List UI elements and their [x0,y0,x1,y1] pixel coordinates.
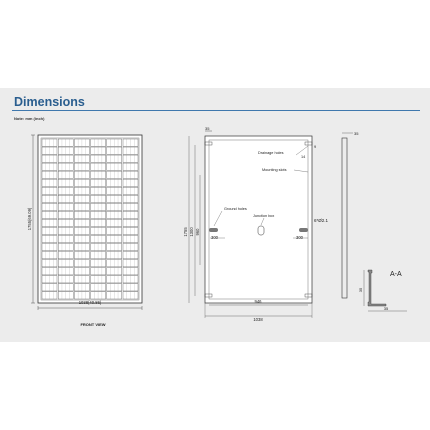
back-view [183,126,329,322]
section-width-label: 35 [383,306,389,311]
left-300-label: 300 [211,235,218,240]
dim-1038-label: 1038 [253,317,263,322]
slot-14-label: 14 [301,155,306,159]
top-offset-label: 35 [205,126,210,131]
section-height-label: 35 [358,287,363,293]
junction-box-label: Junction box [253,214,275,218]
side-profile-bar [342,138,347,298]
frame-section-profile [368,270,386,306]
section-label: A-A [390,271,402,278]
dim-960-label: 960 [195,228,200,236]
dim-1300-label: 1300 [189,227,194,237]
mounting-slots-label: Mounting slots [262,168,287,172]
ground-hole-right [299,228,308,232]
ground-hole-left [209,228,218,232]
side-profile [342,131,359,298]
drainage-holes-label: Drainage holes [258,151,284,155]
side-top-label: 35 [354,131,359,136]
right-300-label: 300 [296,235,303,240]
hole-diameter-label: 6*Ø2.1 [314,218,329,223]
units-note: Note: mm (inch) [14,116,45,121]
ground-holes-label: Ground holes [224,207,247,211]
slot-9-label: 9 [314,145,317,149]
dim-1755-label: 1755 [183,227,188,237]
junction-box [258,226,264,235]
page-title: Dimensions [14,95,85,109]
front-view [27,135,142,327]
dim-946-label: 946 [254,299,262,304]
front-height-label: 1755(69.09) [27,207,32,231]
back-outer-frame [205,136,312,303]
front-view-caption: FRONT VIEW [80,322,106,327]
front-width-label: 1038(40.86) [78,300,102,305]
section-a-a [358,270,407,311]
